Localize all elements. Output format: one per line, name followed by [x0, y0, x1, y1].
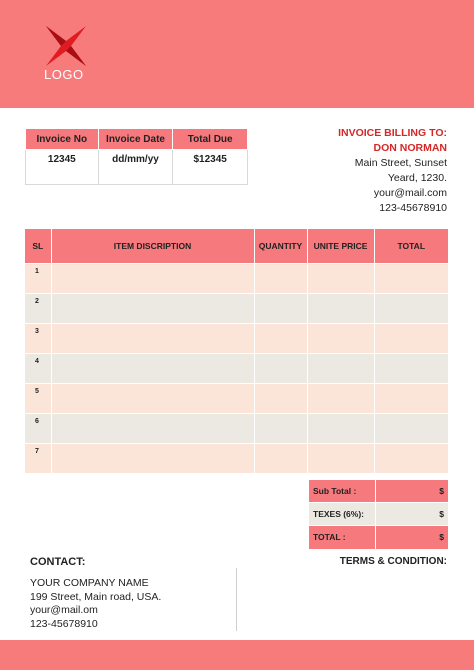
subtotal-label: Sub Total :	[309, 480, 375, 503]
total-cell[interactable]	[374, 323, 448, 353]
quantity-cell[interactable]	[254, 353, 307, 383]
description-cell[interactable]	[51, 443, 254, 473]
row-number: 7	[25, 443, 51, 473]
unit-price-header: UNITE PRICE	[307, 229, 374, 263]
description-cell[interactable]	[51, 263, 254, 293]
billing-title: INVOICE BILLING TO:	[338, 127, 447, 139]
items-header-row	[25, 229, 448, 263]
sl-header: SL	[25, 229, 51, 263]
price-cell[interactable]	[307, 263, 374, 293]
billing-phone: 123-45678910	[379, 202, 447, 214]
row-number: 6	[25, 413, 51, 443]
company-name: YOUR COMPANY NAME	[30, 577, 149, 589]
footer-band	[0, 640, 474, 670]
quantity-cell[interactable]	[254, 443, 307, 473]
quantity-cell[interactable]	[254, 323, 307, 353]
total-header: TOTAL	[374, 229, 448, 263]
total-due-value[interactable]: $12345	[173, 150, 248, 185]
description-cell[interactable]	[51, 383, 254, 413]
total-cell[interactable]	[374, 293, 448, 323]
billing-name: DON NORMAN	[373, 142, 447, 154]
item-description-header: ITEM DISCRIPTION	[51, 229, 254, 263]
billing-address-line1: Main Street, Sunset	[354, 157, 447, 169]
quantity-cell[interactable]	[254, 263, 307, 293]
contact-title: CONTACT:	[30, 556, 86, 568]
total-due-header: Total Due	[173, 129, 248, 150]
description-cell[interactable]	[51, 353, 254, 383]
description-cell[interactable]	[51, 413, 254, 443]
invoice-date-value[interactable]: dd/mm/yy	[98, 150, 173, 185]
footer-divider	[236, 568, 237, 631]
taxes-label: TEXES (6%):	[309, 503, 375, 526]
subtotal-value[interactable]: $	[375, 480, 448, 503]
description-cell[interactable]	[51, 293, 254, 323]
total-label: TOTAL :	[309, 526, 375, 549]
table-row	[25, 323, 448, 353]
invoice-summary-table	[25, 128, 248, 185]
contact-block	[30, 577, 161, 631]
total-cell[interactable]	[374, 443, 448, 473]
table-row	[25, 443, 448, 473]
company-phone: 123-45678910	[30, 617, 98, 630]
invoice-no-header: Invoice No	[26, 129, 99, 150]
row-number: 4	[25, 353, 51, 383]
company-address: 199 Street, Main road, USA.	[30, 590, 162, 603]
description-cell[interactable]	[51, 323, 254, 353]
table-row	[25, 413, 448, 443]
logo-text: LOGO	[44, 67, 84, 82]
total-cell[interactable]	[374, 383, 448, 413]
quantity-header: QUANTITY	[254, 229, 307, 263]
table-row	[25, 383, 448, 413]
billing-email: your@mail.com	[373, 187, 447, 199]
total-cell[interactable]	[374, 353, 448, 383]
totals-table	[309, 479, 448, 549]
header-band	[0, 0, 474, 108]
invoice-no-value[interactable]: 12345	[26, 150, 99, 185]
quantity-cell[interactable]	[254, 383, 307, 413]
row-number: 2	[25, 293, 51, 323]
total-value[interactable]: $	[375, 526, 448, 549]
table-row	[25, 293, 448, 323]
table-row	[25, 263, 448, 293]
price-cell[interactable]	[307, 443, 374, 473]
company-email: your@mail.om	[30, 604, 98, 616]
taxes-value[interactable]: $	[375, 503, 448, 526]
price-cell[interactable]	[307, 353, 374, 383]
items-table	[25, 229, 448, 473]
row-number: 5	[25, 383, 51, 413]
price-cell[interactable]	[307, 413, 374, 443]
quantity-cell[interactable]	[254, 413, 307, 443]
quantity-cell[interactable]	[254, 293, 307, 323]
table-row	[25, 353, 448, 383]
billing-address-line2: Yeard, 1230.	[387, 172, 447, 184]
logo-star-icon	[42, 22, 90, 70]
price-cell[interactable]	[307, 383, 374, 413]
billing-block	[338, 126, 447, 216]
row-number: 3	[25, 323, 51, 353]
terms-title: TERMS & CONDITION:	[339, 556, 447, 567]
row-number: 1	[25, 263, 51, 293]
total-cell[interactable]	[374, 263, 448, 293]
price-cell[interactable]	[307, 293, 374, 323]
total-cell[interactable]	[374, 413, 448, 443]
invoice-date-header: Invoice Date	[98, 129, 173, 150]
price-cell[interactable]	[307, 323, 374, 353]
